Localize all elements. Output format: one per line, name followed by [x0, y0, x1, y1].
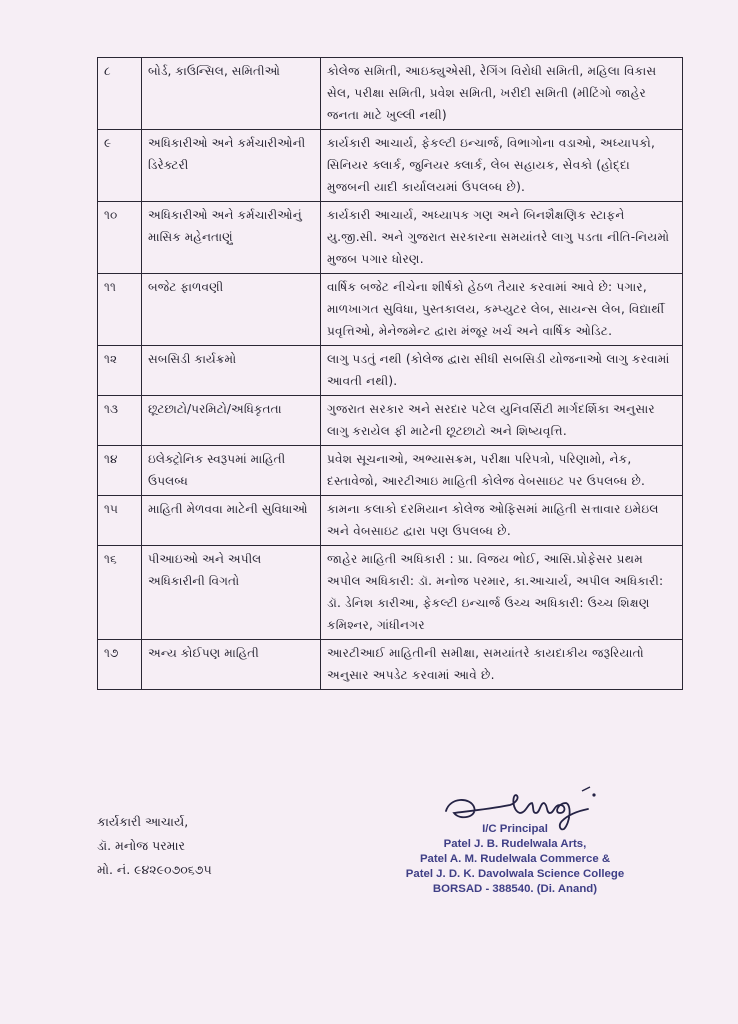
row-details: કાર્યકારી આચાર્ય, ફેકલ્ટી ઇન્ચાર્જ, વિભાગોના વડાઓ, અધ્યાપકો, સિનિયર ક્લાર્ક, જુનિયર ક્લાર્ક, લેબ સહાયક, સેવકો (હોદ્દા મુજબની યાદી કાર્યાલયમાં ઉપલબ્ધ છે).: [321, 130, 683, 202]
table-row: [98, 202, 683, 274]
table-row: [98, 496, 683, 546]
row-number: ૧૫: [98, 496, 142, 546]
row-details: પ્રવેશ સૂચનાઓ, અભ્યાસક્રમ, પરીક્ષા પરિપત્રો, પરિણામો, નેક, દસ્તાવેજો, આરટીઆઇ માહિતી કોલેજ વેબસાઇટ પર ઉપલબ્ધ છે.: [321, 446, 683, 496]
row-number: ૮: [98, 58, 142, 130]
table-row: [98, 640, 683, 690]
row-details: વાર્ષિક બજેટ નીચેના શીર્ષકો હેઠળ તૈયાર કરવામાં આવે છે: પગાર, માળખાગત સુવિધા, પુસ્તકાલય, કમ્પ્યુટર લેબ, સાયન્સ લેબ, વિદ્યાર્થી પ્રવૃત્તિઓ, મેનેજમેન્ટ દ્વારા મંજૂર ખર્ચ અને વાર્ષિક ઓડિટ.: [321, 274, 683, 346]
row-details: જાહેર માહિતી અધિકારી : પ્રા. વિજય ભોઈ, આસિ.પ્રોફેસર પ્રથમ અપીલ અધિકારી: ડૉ. મનોજ પરમાર, કા.આચાર્ય, અપીલ અધિકારી: ડૉ. ડેનિશ કારીઆ, ફેકલ્ટી ઇન્ચાર્જ ઉચ્ચ અધિકારી: ઉચ્ચ શિક્ષણ કમિશ્નર, ગાંધીનગર: [321, 546, 683, 640]
table-row: [98, 546, 683, 640]
stamp-line: Patel A. M. Rudelwala Commerce &: [419, 853, 611, 865]
table-body: [98, 58, 683, 690]
stamp-line: I/C Principal: [482, 823, 548, 835]
row-topic: બોર્ડ, કાઉન્સિલ, સમિતીઓ: [142, 58, 321, 130]
stamp-line: Patel J. B. Rudelwala Arts,: [443, 838, 587, 850]
row-topic: અધિકારીઓ અને કર્મચારીઓનું માસિક મહેનતાણું: [142, 202, 321, 274]
table-row: [98, 58, 683, 130]
stamp-line: Patel J. D. K. Davolwala Science College: [405, 868, 625, 880]
row-topic: ઇલેક્ટ્રોનિક સ્વરૂપમાં માહિતી ઉપલબ્ધ: [142, 446, 321, 496]
table-row: [98, 346, 683, 396]
row-number: ૧૭: [98, 640, 142, 690]
row-number: ૧૬: [98, 546, 142, 640]
row-topic: અધિકારીઓ અને કર્મચારીઓની ડિરેક્ટરી: [142, 130, 321, 202]
row-topic: સબસિડી કાર્યક્રમો: [142, 346, 321, 396]
row-topic: બજેટ ફાળવણી: [142, 274, 321, 346]
table-row: [98, 446, 683, 496]
row-number: ૧૪: [98, 446, 142, 496]
signatory-block: [97, 810, 212, 882]
row-number: ૧૨: [98, 346, 142, 396]
principal-stamp: [400, 822, 630, 897]
rti-info-table: [97, 57, 683, 690]
row-details: કામના કલાકો દરમિયાન કોલેજ ઓફિસમાં માહિતી સત્તાવાર ઇમેઇલ અને વેબસાઇટ દ્વારા પણ ઉપલબ્ધ છે.: [321, 496, 683, 546]
stamp-line: BORSAD - 388540. (Di. Anand): [432, 883, 598, 895]
row-topic: પીઆઇઓ અને અપીલ અધિકારીની વિગતો: [142, 546, 321, 640]
row-number: ૧૦: [98, 202, 142, 274]
signatory-designation: કાર્યકારી આચાર્ય,: [97, 814, 189, 829]
signatory-name: ડૉ. મનોજ પરમાર: [97, 838, 186, 853]
row-number: ૯: [98, 130, 142, 202]
row-number: ૧૩: [98, 396, 142, 446]
table-row: [98, 396, 683, 446]
row-details: કોલેજ સમિતી, આઇક્યુએસી, રેગિંગ વિરોધી સમિતી, મહિલા વિકાસ સેલ, પરીક્ષા સમિતી, પ્રવેશ સમિતી, ખરીદી સમિતી (મીટિંગો જાહેર જનતા માટે ખુલ્લી નથી): [321, 58, 683, 130]
row-topic: અન્ય કોઈપણ માહિતી: [142, 640, 321, 690]
table-row: [98, 130, 683, 202]
row-details: ગુજરાત સરકાર અને સરદાર પટેલ યુનિવર્સિટી માર્ગદર્શિકા અનુસાર લાગુ કરાયેલ ફી માટેની છૂટછાટો અને શિષ્યવૃત્તિ.: [321, 396, 683, 446]
row-details: કાર્યકારી આચાર્ય, અધ્યાપક ગણ અને બિનશૈક્ષણિક સ્ટાફને યુ.જી.સી. અને ગુજરાત સરકારના સમયાંતરે લાગુ પડતા નીતિ-નિયમો મુજબ પગાર ધોરણ.: [321, 202, 683, 274]
row-details: લાગુ પડતું નથી (કોલેજ દ્વારા સીધી સબસિડી યોજનાઓ લાગુ કરવામાં આવતી નથી).: [321, 346, 683, 396]
row-topic: માહિતી મેળવવા માટેની સુવિધાઓ: [142, 496, 321, 546]
row-number: ૧૧: [98, 274, 142, 346]
signatory-mobile: મો. નં. ૯૪૨૯૦૭૦૬૭૫: [97, 862, 212, 877]
row-topic: છૂટછાટો/પરમિટો/અધિકૃતતા: [142, 396, 321, 446]
table-row: [98, 274, 683, 346]
row-details: આરટીઆઈ માહિતીની સમીક્ષા, સમયાંતરે કાયદાકીય જરૂરિયાતો અનુસાર અપડેટ કરવામાં આવે છે.: [321, 640, 683, 690]
